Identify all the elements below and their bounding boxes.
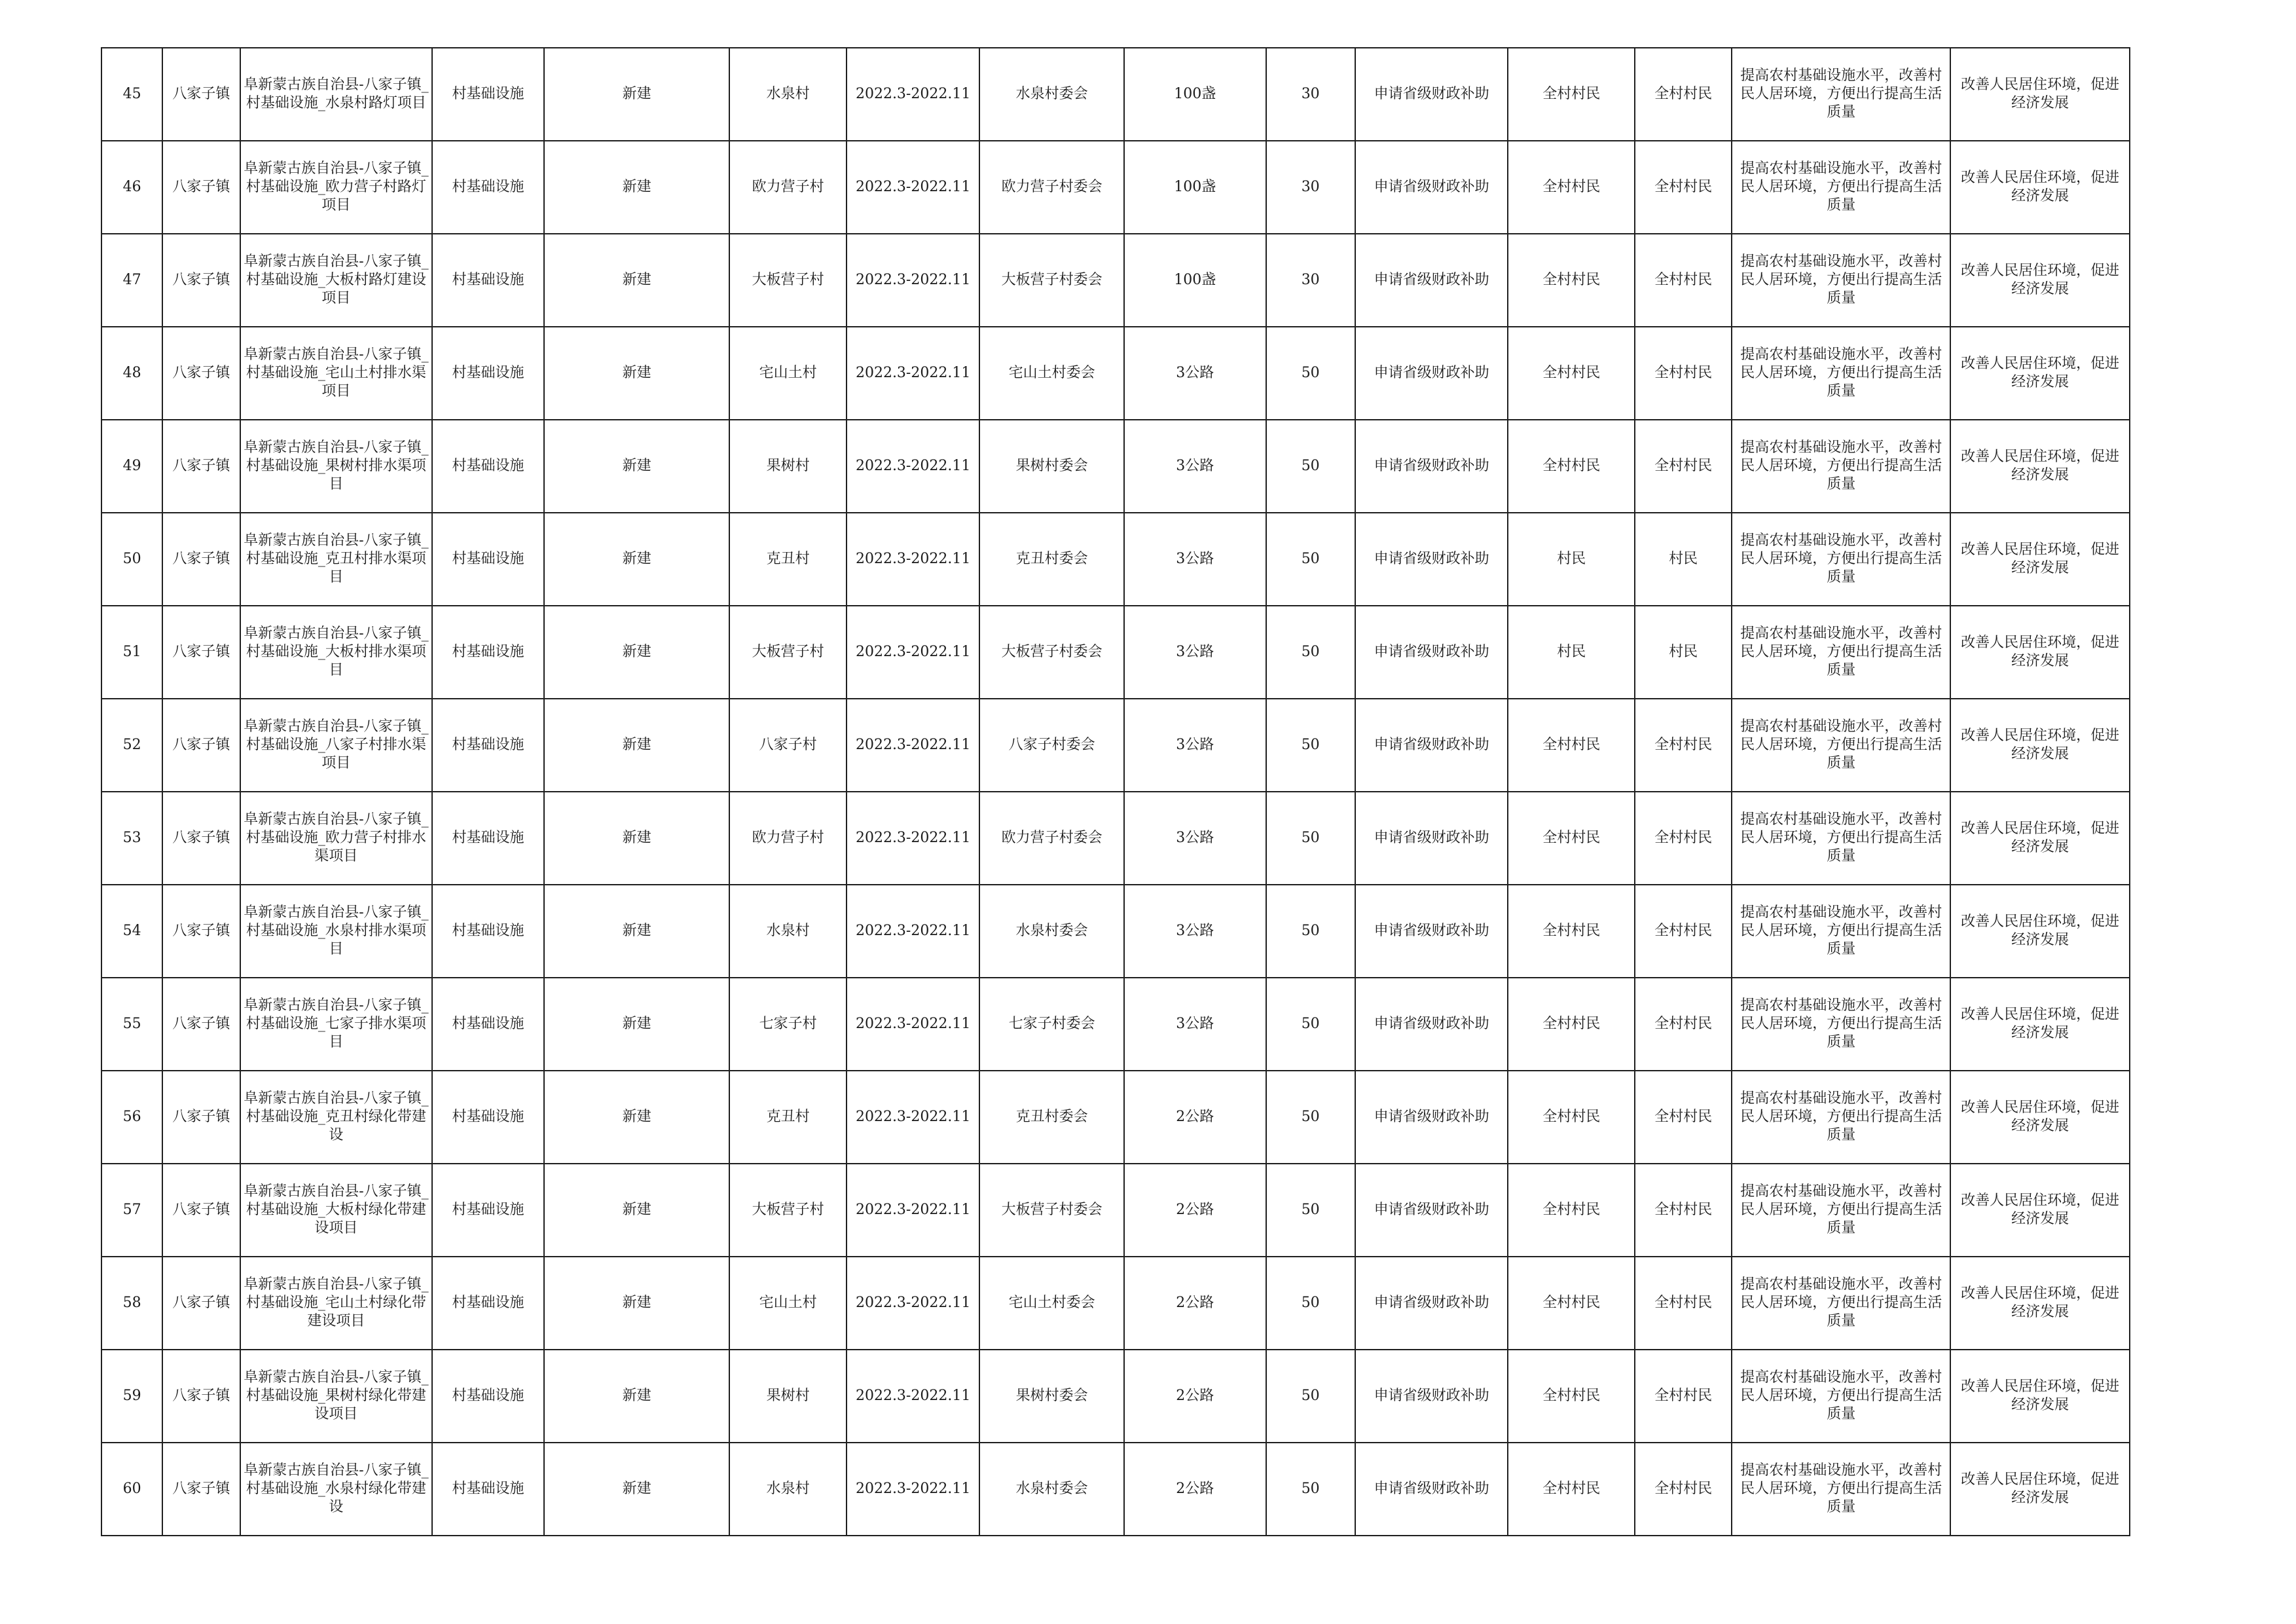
owner-cell: 大板营子村委会	[979, 234, 1124, 327]
project-name-cell: 阜新蒙古族自治县-八家子镇_村基础设施_宅山土村排水渠项目	[240, 327, 433, 420]
location-cell: 水泉村	[729, 48, 846, 141]
project-name-cell: 阜新蒙古族自治县-八家子镇_村基础设施_克丑村绿化带建设	[240, 1071, 433, 1164]
beneficiary-scope-cell: 全村村民	[1635, 699, 1732, 792]
location-cell: 大板营子村	[729, 1164, 846, 1257]
period-cell: 2022.3-2022.11	[847, 699, 980, 792]
beneficiary-scope-cell: 全村村民	[1635, 885, 1732, 978]
location-cell: 宅山土村	[729, 1257, 846, 1350]
project-category-cell: 村基础设施	[432, 1350, 543, 1443]
project-name-cell: 阜新蒙古族自治县-八家子镇_村基础设施_大板村排水渠项目	[240, 606, 433, 699]
location-cell: 大板营子村	[729, 606, 846, 699]
row-number-cell: 59	[101, 1350, 162, 1443]
row-number-cell: 47	[101, 234, 162, 327]
scale-cell: 2公路	[1124, 1071, 1266, 1164]
table-row	[101, 1443, 2130, 1536]
beneficiary-scope-cell: 全村村民	[1635, 1071, 1732, 1164]
location-cell: 果树村	[729, 1350, 846, 1443]
table-row	[101, 1164, 2130, 1257]
project-category-cell: 村基础设施	[432, 606, 543, 699]
expected-benefit-cell: 改善人民居住环境，促进经济发展	[1950, 327, 2130, 420]
beneficiary-cell: 村民	[1508, 513, 1634, 606]
project-name-cell: 阜新蒙古族自治县-八家子镇_村基础设施_大板村路灯建设项目	[240, 234, 433, 327]
row-number-cell: 45	[101, 48, 162, 141]
period-cell: 2022.3-2022.11	[847, 1443, 980, 1536]
funding-source-cell: 申请省级财政补助	[1355, 1257, 1508, 1350]
expected-benefit-cell: 改善人民居住环境，促进经济发展	[1950, 1164, 2130, 1257]
owner-cell: 八家子村委会	[979, 699, 1124, 792]
owner-cell: 水泉村委会	[979, 1443, 1124, 1536]
benefit-mechanism-cell: 提高农村基础设施水平，改善村民人居环境，方便出行提高生活质量	[1732, 513, 1950, 606]
period-cell: 2022.3-2022.11	[847, 978, 980, 1071]
scale-cell: 3公路	[1124, 327, 1266, 420]
scale-cell: 100盏	[1124, 234, 1266, 327]
location-cell: 水泉村	[729, 885, 846, 978]
scale-cell: 100盏	[1124, 48, 1266, 141]
construction-type-cell: 新建	[544, 234, 730, 327]
row-number-cell: 55	[101, 978, 162, 1071]
project-category-cell: 村基础设施	[432, 978, 543, 1071]
period-cell: 2022.3-2022.11	[847, 792, 980, 885]
funds-cell: 50	[1266, 513, 1355, 606]
beneficiary-scope-cell: 全村村民	[1635, 1257, 1732, 1350]
construction-type-cell: 新建	[544, 606, 730, 699]
scale-cell: 3公路	[1124, 606, 1266, 699]
beneficiary-cell: 全村村民	[1508, 141, 1634, 234]
funding-source-cell: 申请省级财政补助	[1355, 792, 1508, 885]
location-cell: 克丑村	[729, 1071, 846, 1164]
period-cell: 2022.3-2022.11	[847, 48, 980, 141]
expected-benefit-cell: 改善人民居住环境，促进经济发展	[1950, 234, 2130, 327]
project-category-cell: 村基础设施	[432, 48, 543, 141]
benefit-mechanism-cell: 提高农村基础设施水平，改善村民人居环境，方便出行提高生活质量	[1732, 699, 1950, 792]
table-row	[101, 420, 2130, 513]
beneficiary-cell: 全村村民	[1508, 327, 1634, 420]
project-name-cell: 阜新蒙古族自治县-八家子镇_村基础设施_水泉村路灯项目	[240, 48, 433, 141]
benefit-mechanism-cell: 提高农村基础设施水平，改善村民人居环境，方便出行提高生活质量	[1732, 327, 1950, 420]
funds-cell: 50	[1266, 1350, 1355, 1443]
benefit-mechanism-cell: 提高农村基础设施水平，改善村民人居环境，方便出行提高生活质量	[1732, 1164, 1950, 1257]
benefit-mechanism-cell: 提高农村基础设施水平，改善村民人居环境，方便出行提高生活质量	[1732, 885, 1950, 978]
table-row	[101, 141, 2130, 234]
row-number-cell: 56	[101, 1071, 162, 1164]
construction-type-cell: 新建	[544, 1164, 730, 1257]
expected-benefit-cell: 改善人民居住环境，促进经济发展	[1950, 420, 2130, 513]
owner-cell: 宅山土村委会	[979, 327, 1124, 420]
beneficiary-cell: 全村村民	[1508, 978, 1634, 1071]
project-category-cell: 村基础设施	[432, 1257, 543, 1350]
owner-cell: 宅山土村委会	[979, 1257, 1124, 1350]
beneficiary-cell: 全村村民	[1508, 420, 1634, 513]
construction-type-cell: 新建	[544, 1350, 730, 1443]
table-body	[101, 48, 2130, 1536]
funds-cell: 50	[1266, 420, 1355, 513]
scale-cell: 3公路	[1124, 513, 1266, 606]
row-number-cell: 52	[101, 699, 162, 792]
scale-cell: 3公路	[1124, 792, 1266, 885]
table-row	[101, 699, 2130, 792]
beneficiary-cell: 全村村民	[1508, 1443, 1634, 1536]
owner-cell: 克丑村委会	[979, 513, 1124, 606]
beneficiary-scope-cell: 全村村民	[1635, 792, 1732, 885]
period-cell: 2022.3-2022.11	[847, 234, 980, 327]
location-cell: 果树村	[729, 420, 846, 513]
funding-source-cell: 申请省级财政补助	[1355, 1071, 1508, 1164]
town-cell: 八家子镇	[162, 792, 240, 885]
town-cell: 八家子镇	[162, 141, 240, 234]
expected-benefit-cell: 改善人民居住环境，促进经济发展	[1950, 1350, 2130, 1443]
town-cell: 八家子镇	[162, 606, 240, 699]
row-number-cell: 51	[101, 606, 162, 699]
expected-benefit-cell: 改善人民居住环境，促进经济发展	[1950, 699, 2130, 792]
row-number-cell: 50	[101, 513, 162, 606]
table-row	[101, 978, 2130, 1071]
table-row	[101, 792, 2130, 885]
table-row	[101, 606, 2130, 699]
table-row	[101, 885, 2130, 978]
row-number-cell: 46	[101, 141, 162, 234]
benefit-mechanism-cell: 提高农村基础设施水平，改善村民人居环境，方便出行提高生活质量	[1732, 141, 1950, 234]
funding-source-cell: 申请省级财政补助	[1355, 699, 1508, 792]
owner-cell: 水泉村委会	[979, 885, 1124, 978]
location-cell: 水泉村	[729, 1443, 846, 1536]
funds-cell: 50	[1266, 1071, 1355, 1164]
construction-type-cell: 新建	[544, 327, 730, 420]
funding-source-cell: 申请省级财政补助	[1355, 48, 1508, 141]
funding-source-cell: 申请省级财政补助	[1355, 1443, 1508, 1536]
table-row	[101, 1257, 2130, 1350]
funds-cell: 50	[1266, 1443, 1355, 1536]
construction-type-cell: 新建	[544, 885, 730, 978]
project-name-cell: 阜新蒙古族自治县-八家子镇_村基础设施_七家子排水渠项目	[240, 978, 433, 1071]
beneficiary-cell: 全村村民	[1508, 699, 1634, 792]
construction-type-cell: 新建	[544, 1071, 730, 1164]
beneficiary-scope-cell: 全村村民	[1635, 1350, 1732, 1443]
project-category-cell: 村基础设施	[432, 1164, 543, 1257]
beneficiary-scope-cell: 全村村民	[1635, 141, 1732, 234]
construction-type-cell: 新建	[544, 1257, 730, 1350]
funding-source-cell: 申请省级财政补助	[1355, 1350, 1508, 1443]
expected-benefit-cell: 改善人民居住环境，促进经济发展	[1950, 513, 2130, 606]
project-name-cell: 阜新蒙古族自治县-八家子镇_村基础设施_水泉村排水渠项目	[240, 885, 433, 978]
funding-source-cell: 申请省级财政补助	[1355, 141, 1508, 234]
project-category-cell: 村基础设施	[432, 513, 543, 606]
town-cell: 八家子镇	[162, 978, 240, 1071]
funds-cell: 30	[1266, 234, 1355, 327]
beneficiary-scope-cell: 全村村民	[1635, 978, 1732, 1071]
beneficiary-cell: 全村村民	[1508, 1071, 1634, 1164]
row-number-cell: 54	[101, 885, 162, 978]
period-cell: 2022.3-2022.11	[847, 141, 980, 234]
table-row	[101, 1350, 2130, 1443]
period-cell: 2022.3-2022.11	[847, 420, 980, 513]
owner-cell: 欧力营子村委会	[979, 792, 1124, 885]
row-number-cell: 48	[101, 327, 162, 420]
funding-source-cell: 申请省级财政补助	[1355, 1164, 1508, 1257]
scale-cell: 2公路	[1124, 1443, 1266, 1536]
project-name-cell: 阜新蒙古族自治县-八家子镇_村基础设施_水泉村绿化带建设	[240, 1443, 433, 1536]
location-cell: 大板营子村	[729, 234, 846, 327]
town-cell: 八家子镇	[162, 1350, 240, 1443]
period-cell: 2022.3-2022.11	[847, 606, 980, 699]
benefit-mechanism-cell: 提高农村基础设施水平，改善村民人居环境，方便出行提高生活质量	[1732, 1257, 1950, 1350]
owner-cell: 七家子村委会	[979, 978, 1124, 1071]
location-cell: 八家子村	[729, 699, 846, 792]
period-cell: 2022.3-2022.11	[847, 513, 980, 606]
table-row	[101, 513, 2130, 606]
expected-benefit-cell: 改善人民居住环境，促进经济发展	[1950, 1257, 2130, 1350]
town-cell: 八家子镇	[162, 1071, 240, 1164]
benefit-mechanism-cell: 提高农村基础设施水平，改善村民人居环境，方便出行提高生活质量	[1732, 1443, 1950, 1536]
owner-cell: 大板营子村委会	[979, 1164, 1124, 1257]
row-number-cell: 57	[101, 1164, 162, 1257]
period-cell: 2022.3-2022.11	[847, 327, 980, 420]
beneficiary-scope-cell: 全村村民	[1635, 234, 1732, 327]
town-cell: 八家子镇	[162, 420, 240, 513]
table-row	[101, 48, 2130, 141]
town-cell: 八家子镇	[162, 699, 240, 792]
period-cell: 2022.3-2022.11	[847, 885, 980, 978]
town-cell: 八家子镇	[162, 48, 240, 141]
construction-type-cell: 新建	[544, 978, 730, 1071]
scale-cell: 100盏	[1124, 141, 1266, 234]
project-category-cell: 村基础设施	[432, 1071, 543, 1164]
benefit-mechanism-cell: 提高农村基础设施水平，改善村民人居环境，方便出行提高生活质量	[1732, 792, 1950, 885]
project-category-cell: 村基础设施	[432, 885, 543, 978]
beneficiary-cell: 全村村民	[1508, 234, 1634, 327]
row-number-cell: 60	[101, 1443, 162, 1536]
owner-cell: 果树村委会	[979, 420, 1124, 513]
funding-source-cell: 申请省级财政补助	[1355, 234, 1508, 327]
project-table	[101, 47, 2130, 1536]
scale-cell: 2公路	[1124, 1164, 1266, 1257]
row-number-cell: 49	[101, 420, 162, 513]
funds-cell: 50	[1266, 327, 1355, 420]
funds-cell: 50	[1266, 1164, 1355, 1257]
construction-type-cell: 新建	[544, 513, 730, 606]
expected-benefit-cell: 改善人民居住环境，促进经济发展	[1950, 606, 2130, 699]
funding-source-cell: 申请省级财政补助	[1355, 885, 1508, 978]
funds-cell: 50	[1266, 1257, 1355, 1350]
period-cell: 2022.3-2022.11	[847, 1164, 980, 1257]
location-cell: 七家子村	[729, 978, 846, 1071]
construction-type-cell: 新建	[544, 792, 730, 885]
project-name-cell: 阜新蒙古族自治县-八家子镇_村基础设施_宅山土村绿化带建设项目	[240, 1257, 433, 1350]
project-category-cell: 村基础设施	[432, 699, 543, 792]
benefit-mechanism-cell: 提高农村基础设施水平，改善村民人居环境，方便出行提高生活质量	[1732, 978, 1950, 1071]
expected-benefit-cell: 改善人民居住环境，促进经济发展	[1950, 141, 2130, 234]
period-cell: 2022.3-2022.11	[847, 1071, 980, 1164]
funds-cell: 50	[1266, 978, 1355, 1071]
town-cell: 八家子镇	[162, 1164, 240, 1257]
town-cell: 八家子镇	[162, 234, 240, 327]
benefit-mechanism-cell: 提高农村基础设施水平，改善村民人居环境，方便出行提高生活质量	[1732, 420, 1950, 513]
funds-cell: 50	[1266, 792, 1355, 885]
location-cell: 克丑村	[729, 513, 846, 606]
location-cell: 宅山土村	[729, 327, 846, 420]
funding-source-cell: 申请省级财政补助	[1355, 513, 1508, 606]
scale-cell: 3公路	[1124, 699, 1266, 792]
project-name-cell: 阜新蒙古族自治县-八家子镇_村基础设施_欧力营子村路灯项目	[240, 141, 433, 234]
construction-type-cell: 新建	[544, 1443, 730, 1536]
beneficiary-cell: 全村村民	[1508, 1350, 1634, 1443]
funding-source-cell: 申请省级财政补助	[1355, 606, 1508, 699]
beneficiary-cell: 全村村民	[1508, 885, 1634, 978]
expected-benefit-cell: 改善人民居住环境，促进经济发展	[1950, 48, 2130, 141]
period-cell: 2022.3-2022.11	[847, 1257, 980, 1350]
construction-type-cell: 新建	[544, 699, 730, 792]
table-row	[101, 1071, 2130, 1164]
town-cell: 八家子镇	[162, 327, 240, 420]
funds-cell: 30	[1266, 48, 1355, 141]
funds-cell: 50	[1266, 885, 1355, 978]
beneficiary-scope-cell: 村民	[1635, 606, 1732, 699]
owner-cell: 克丑村委会	[979, 1071, 1124, 1164]
owner-cell: 水泉村委会	[979, 48, 1124, 141]
project-name-cell: 阜新蒙古族自治县-八家子镇_村基础设施_大板村绿化带建设项目	[240, 1164, 433, 1257]
row-number-cell: 58	[101, 1257, 162, 1350]
beneficiary-cell: 全村村民	[1508, 792, 1634, 885]
funds-cell: 50	[1266, 699, 1355, 792]
location-cell: 欧力营子村	[729, 141, 846, 234]
benefit-mechanism-cell: 提高农村基础设施水平，改善村民人居环境，方便出行提高生活质量	[1732, 1071, 1950, 1164]
project-category-cell: 村基础设施	[432, 420, 543, 513]
project-name-cell: 阜新蒙古族自治县-八家子镇_村基础设施_八家子村排水渠项目	[240, 699, 433, 792]
beneficiary-cell: 村民	[1508, 606, 1634, 699]
table-row	[101, 327, 2130, 420]
beneficiary-scope-cell: 全村村民	[1635, 327, 1732, 420]
expected-benefit-cell: 改善人民居住环境，促进经济发展	[1950, 792, 2130, 885]
owner-cell: 果树村委会	[979, 1350, 1124, 1443]
expected-benefit-cell: 改善人民居住环境，促进经济发展	[1950, 1071, 2130, 1164]
expected-benefit-cell: 改善人民居住环境，促进经济发展	[1950, 978, 2130, 1071]
project-category-cell: 村基础设施	[432, 327, 543, 420]
scale-cell: 2公路	[1124, 1257, 1266, 1350]
beneficiary-scope-cell: 全村村民	[1635, 1164, 1732, 1257]
project-category-cell: 村基础设施	[432, 792, 543, 885]
town-cell: 八家子镇	[162, 1443, 240, 1536]
scale-cell: 3公路	[1124, 885, 1266, 978]
funding-source-cell: 申请省级财政补助	[1355, 327, 1508, 420]
beneficiary-scope-cell: 全村村民	[1635, 420, 1732, 513]
funds-cell: 50	[1266, 606, 1355, 699]
expected-benefit-cell: 改善人民居住环境，促进经济发展	[1950, 885, 2130, 978]
expected-benefit-cell: 改善人民居住环境，促进经济发展	[1950, 1443, 2130, 1536]
project-name-cell: 阜新蒙古族自治县-八家子镇_村基础设施_克丑村排水渠项目	[240, 513, 433, 606]
owner-cell: 欧力营子村委会	[979, 141, 1124, 234]
benefit-mechanism-cell: 提高农村基础设施水平，改善村民人居环境，方便出行提高生活质量	[1732, 234, 1950, 327]
owner-cell: 大板营子村委会	[979, 606, 1124, 699]
town-cell: 八家子镇	[162, 885, 240, 978]
table-row	[101, 234, 2130, 327]
project-category-cell: 村基础设施	[432, 141, 543, 234]
funding-source-cell: 申请省级财政补助	[1355, 978, 1508, 1071]
project-name-cell: 阜新蒙古族自治县-八家子镇_村基础设施_果树村排水渠项目	[240, 420, 433, 513]
project-name-cell: 阜新蒙古族自治县-八家子镇_村基础设施_果树村绿化带建设项目	[240, 1350, 433, 1443]
scale-cell: 3公路	[1124, 420, 1266, 513]
period-cell: 2022.3-2022.11	[847, 1350, 980, 1443]
scale-cell: 3公路	[1124, 978, 1266, 1071]
location-cell: 欧力营子村	[729, 792, 846, 885]
row-number-cell: 53	[101, 792, 162, 885]
funding-source-cell: 申请省级财政补助	[1355, 420, 1508, 513]
project-name-cell: 阜新蒙古族自治县-八家子镇_村基础设施_欧力营子村排水渠项目	[240, 792, 433, 885]
beneficiary-cell: 全村村民	[1508, 1164, 1634, 1257]
benefit-mechanism-cell: 提高农村基础设施水平，改善村民人居环境，方便出行提高生活质量	[1732, 48, 1950, 141]
beneficiary-scope-cell: 全村村民	[1635, 48, 1732, 141]
construction-type-cell: 新建	[544, 141, 730, 234]
scale-cell: 2公路	[1124, 1350, 1266, 1443]
project-category-cell: 村基础设施	[432, 234, 543, 327]
beneficiary-scope-cell: 全村村民	[1635, 1443, 1732, 1536]
construction-type-cell: 新建	[544, 48, 730, 141]
beneficiary-scope-cell: 村民	[1635, 513, 1732, 606]
town-cell: 八家子镇	[162, 513, 240, 606]
construction-type-cell: 新建	[544, 420, 730, 513]
project-category-cell: 村基础设施	[432, 1443, 543, 1536]
town-cell: 八家子镇	[162, 1257, 240, 1350]
benefit-mechanism-cell: 提高农村基础设施水平，改善村民人居环境，方便出行提高生活质量	[1732, 606, 1950, 699]
beneficiary-cell: 全村村民	[1508, 1257, 1634, 1350]
funds-cell: 30	[1266, 141, 1355, 234]
benefit-mechanism-cell: 提高农村基础设施水平，改善村民人居环境，方便出行提高生活质量	[1732, 1350, 1950, 1443]
beneficiary-cell: 全村村民	[1508, 48, 1634, 141]
